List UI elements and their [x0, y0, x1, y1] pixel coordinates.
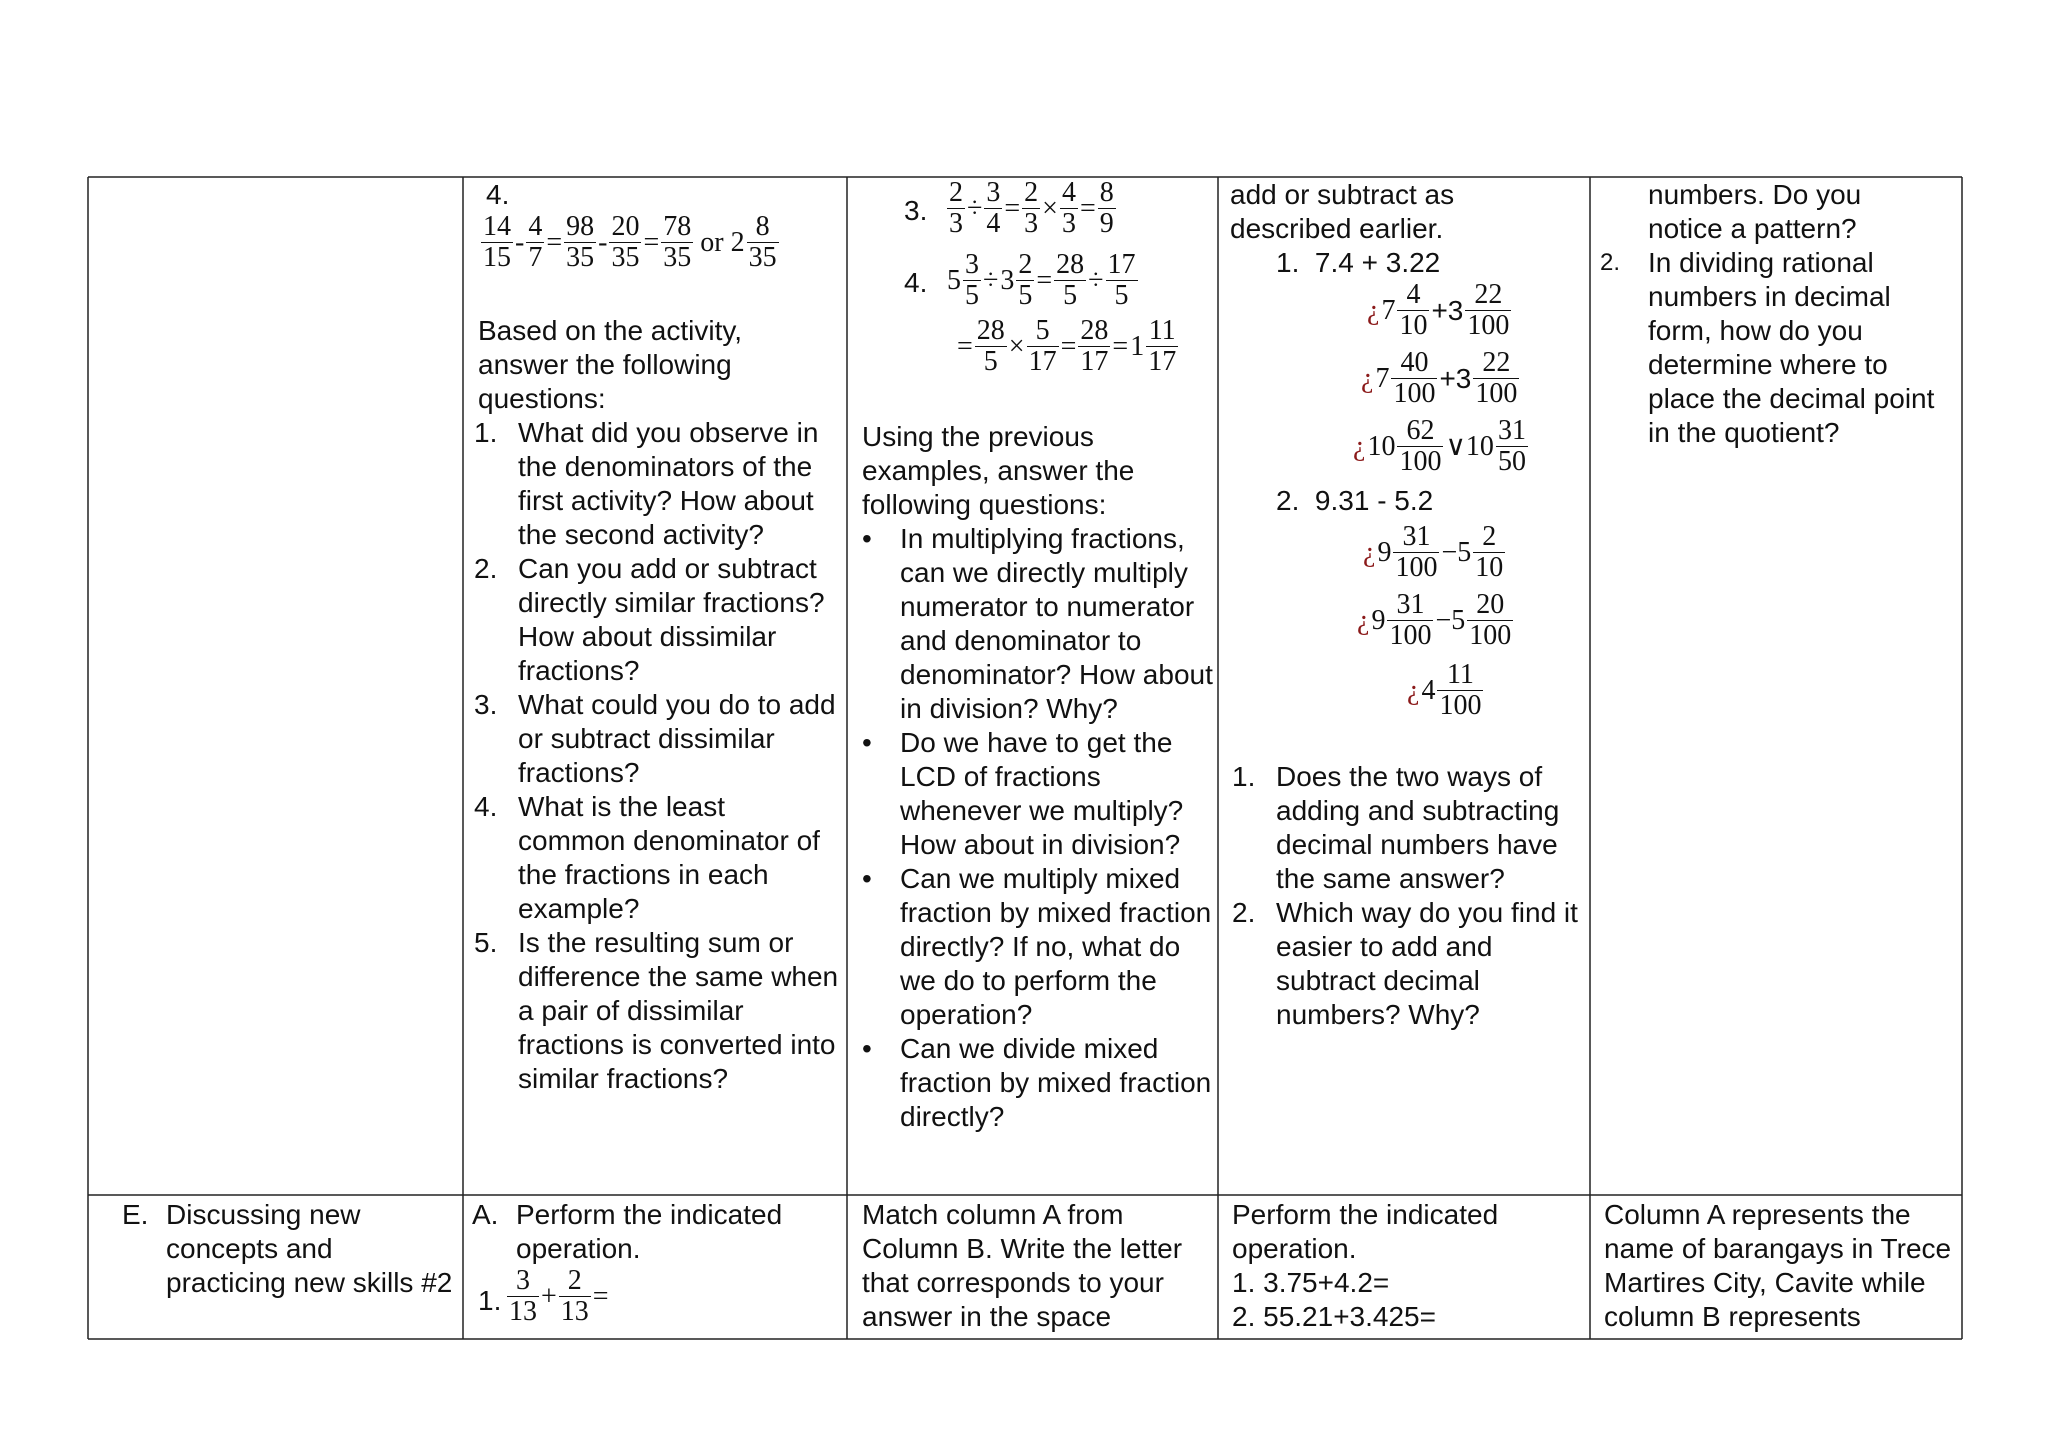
- example-4-equation-line2: = $\frac{28}{5}$ × $\frac{5}{17}$ = $\frac{28}{17}$ =1 $\frac{11}{17}$: [957, 315, 1177, 377]
- row-e-col3-cell: [854, 1198, 1214, 1336]
- activity-intro: Based on the activity, answer the following questions:: [478, 315, 743, 414]
- item-4-equation: $\frac{14}{15}$ - $\frac{4}{7}$ = $\frac{98}{35}$ - $\frac{20}{35}$ = $\frac{78}{35}$ or 2 $\frac{8}{35}$: [483, 211, 777, 273]
- list-item: 5. Is the resulting sum or difference the same when a pair of dissimilar fractions is converted into similar fractions?: [474, 927, 839, 1094]
- decimals-intro: add or subtract as described earlier.: [1230, 179, 1455, 244]
- list-item: 1. What did you observe in the denominators of the first activity? How about the second activity?: [474, 417, 819, 550]
- list-item: 2. Can you add or subtract directly similar fractions? How about dissimilar fractions?: [474, 553, 825, 686]
- row-e-title: Discussing new concepts and practicing new skills #2: [166, 1199, 453, 1298]
- list-item: • Do we have to get the LCD of fractions whenever we multiply? How about in division?: [862, 727, 1184, 860]
- section-a-letter: A.: [472, 1199, 499, 1230]
- problem-1-label: 1. 7.4 + 3.22: [1276, 247, 1441, 278]
- exercise-1-number: 1.: [478, 1285, 502, 1316]
- problem-2-step-3: ¿4 $\frac{11}{100}$: [1407, 659, 1482, 721]
- question-2-number: 2.: [1600, 249, 1621, 276]
- row-e-label-cell: [96, 1198, 458, 1336]
- list-item: • In multiplying fractions, can we directly multiply numerator to numerator and denominator to denominator? How about in division? Why?: [862, 523, 1213, 724]
- example-3-number: 3.: [904, 195, 928, 226]
- question-2-text: In dividing rational numbers in decimal form, how do you determine where to place the decimal point in the quotient?: [1648, 247, 1935, 448]
- col3-top-cell: [854, 178, 1214, 1190]
- list-item: • Can we multiply mixed fraction by mixed fraction directly? If no, what do we do to perform the operation?: [862, 863, 1212, 1030]
- decimals-questions: [1232, 760, 1582, 1032]
- list-item: • Can we divide mixed fraction by mixed fraction directly?: [862, 1033, 1212, 1132]
- exercise-1-equation: $\frac{3}{13}$ + $\frac{2}{13}$ =: [509, 1265, 609, 1327]
- barangay-description: Column A represents the name of barangays in Trece Martires City, Cavite while column B represents: [1604, 1199, 1952, 1332]
- continued-question: numbers. Do you notice a pattern?: [1648, 179, 1862, 244]
- list-item: 1. Does the two ways of adding and subtracting decimal numbers have the same answer?: [1232, 761, 1560, 894]
- row-e-col5-cell: [1598, 1198, 1960, 1336]
- example-4-equation-line1: 5 $\frac{3}{5}$ ÷3 $\frac{2}{5}$ = $\frac{28}{5}$ ÷ $\frac{17}{5}$: [947, 249, 1136, 311]
- example-4-number: 4.: [904, 267, 928, 298]
- operation-instructions: Perform the indicated operation.: [1232, 1199, 1499, 1264]
- col4-top-cell: [1226, 178, 1586, 1190]
- col5-top-cell: [1598, 178, 1958, 1190]
- example-3-equation: $\frac{2}{3}$ ÷ $\frac{3}{4}$ = $\frac{2}{3}$ × $\frac{4}{3}$ = $\frac{8}{9}$: [949, 178, 1114, 239]
- list-item: 2. Which way do you find it easier to add and subtract decimal numbers? Why?: [1232, 897, 1578, 1030]
- activity-questions: [474, 416, 840, 1096]
- section-a-text: Perform the indicated operation.: [516, 1199, 783, 1264]
- examples-intro: Using the previous examples, answer the following questions:: [862, 421, 1135, 520]
- operation-item-2: 2. 55.21+3.425=: [1232, 1301, 1436, 1332]
- list-item: 4. What is the least common denominator of the fractions in each example?: [474, 791, 820, 924]
- row-e-letter: E.: [122, 1199, 149, 1230]
- row-e-col2-cell: [470, 1198, 842, 1336]
- list-item: 3. What could you do to add or subtract dissimilar fractions?: [474, 689, 836, 788]
- col2-top-cell: [470, 178, 842, 1190]
- operation-item-1: 1. 3.75+4.2=: [1232, 1267, 1390, 1298]
- row-e-col4-cell: [1226, 1198, 1586, 1336]
- problem-2-step-2: ¿9 $\frac{31}{100}$ −5 $\frac{20}{100}$: [1357, 589, 1512, 651]
- matching-instructions: Match column A from Column B. Write the letter that corresponds to your answer in the space: [862, 1199, 1183, 1332]
- problem-1-step-1: ¿7 $\frac{4}{10}$ +3 $\frac{22}{100}$: [1367, 279, 1510, 341]
- item-4-number: 4.: [486, 179, 510, 210]
- problem-1-step-2: ¿7 $\frac{40}{100}$ +3 $\frac{22}{100}$: [1361, 347, 1518, 409]
- examples-questions: [854, 522, 1214, 1134]
- problem-2-label: 2. 9.31 - 5.2: [1276, 485, 1434, 516]
- problem-2-step-1: ¿9 $\frac{31}{100}$ −5 $\frac{2}{10}$: [1363, 521, 1504, 583]
- problem-1-step-3: ¿10 $\frac{62}{100}$ ∨10 $\frac{31}{50}$: [1353, 415, 1526, 477]
